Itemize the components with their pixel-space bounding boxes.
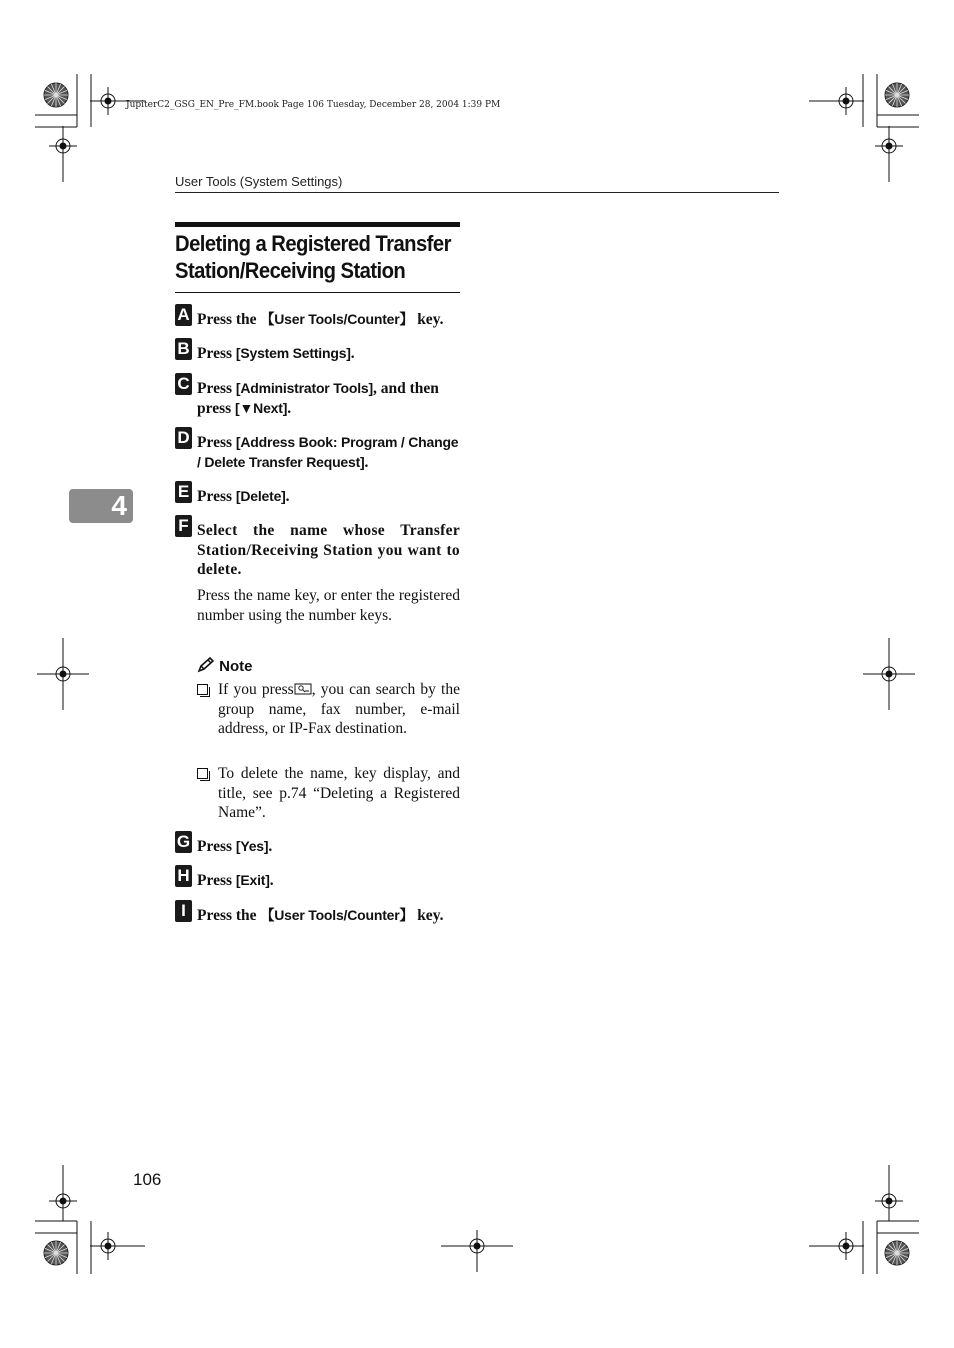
title-line-2: Station/Receiving Station — [175, 258, 406, 283]
step-text: Press — [197, 434, 236, 451]
title-line-1: Deleting a Registered Transfer — [175, 231, 451, 256]
step-number-6: F — [175, 515, 192, 537]
note-label: Note — [219, 658, 253, 675]
chapter-tab: 4 — [69, 489, 133, 523]
step-text: Press — [197, 345, 236, 362]
exit-key: [Exit] — [235, 872, 270, 888]
page-number: 106 — [133, 1170, 162, 1189]
step-text: key. — [413, 311, 444, 328]
step-number-9: I — [175, 900, 192, 922]
print-header: JupiterC2_GSG_EN_Pre_FM.book Page 106 Tuesday, December 28, 2004 1:39 PM — [126, 100, 501, 110]
step-6: Select the name whose Transfer Station/Receiving Station you want to delete. — [197, 522, 460, 578]
step-number-1: A — [175, 304, 192, 326]
address-book-key: [Address Book: Program / Change / Delete Transfer Request] — [197, 434, 459, 470]
step-text: . — [268, 838, 273, 855]
step-text: . — [287, 399, 292, 417]
delete-key: [Delete] — [235, 488, 286, 504]
running-head: User Tools (System Settings) — [175, 174, 343, 189]
step-text: . — [364, 453, 369, 471]
note-text: If you press — [218, 681, 294, 698]
step-text: Press the — [197, 907, 261, 924]
step-number-3: C — [175, 373, 192, 395]
system-settings-key: [System Settings] — [235, 345, 351, 361]
step-text: . — [285, 488, 290, 505]
user-tools-counter-key: 【User Tools/Counter】 — [260, 311, 414, 327]
registration-mark-icon — [49, 87, 903, 1260]
administrator-tools-key: [Administrator Tools] — [235, 380, 373, 396]
step-text: Press — [197, 872, 236, 889]
color-wheel-icon — [44, 83, 909, 1265]
step-text: Press — [197, 380, 236, 397]
step-6-body: Press the name key, or enter the registered number using the number keys. — [197, 587, 460, 624]
yes-key: [Yes] — [235, 838, 269, 854]
step-text: . — [269, 872, 274, 889]
crop-marks — [35, 74, 919, 1274]
step-number-2: B — [175, 338, 192, 360]
step-number-8: H — [175, 865, 192, 887]
step-text: Press the — [197, 311, 261, 328]
step-text: . — [350, 345, 355, 362]
note-text: , you can search by the group name, fax number, e-mail address, or IP-Fax destination. — [218, 681, 460, 737]
step-text: Press — [197, 838, 236, 855]
step-text: , and then press — [197, 380, 439, 417]
step-text: key. — [413, 907, 444, 924]
user-tools-counter-key: 【User Tools/Counter】 — [260, 907, 414, 923]
step-number-4: D — [175, 427, 192, 449]
note-text: To delete the name, key display, and title, see p.74 “Deleting a Registered Name”. — [218, 765, 460, 821]
step-number-5: E — [175, 481, 192, 503]
step-number-7: G — [176, 832, 191, 851]
step-text: Press — [197, 488, 236, 505]
next-key: [▼Next] — [235, 399, 288, 416]
